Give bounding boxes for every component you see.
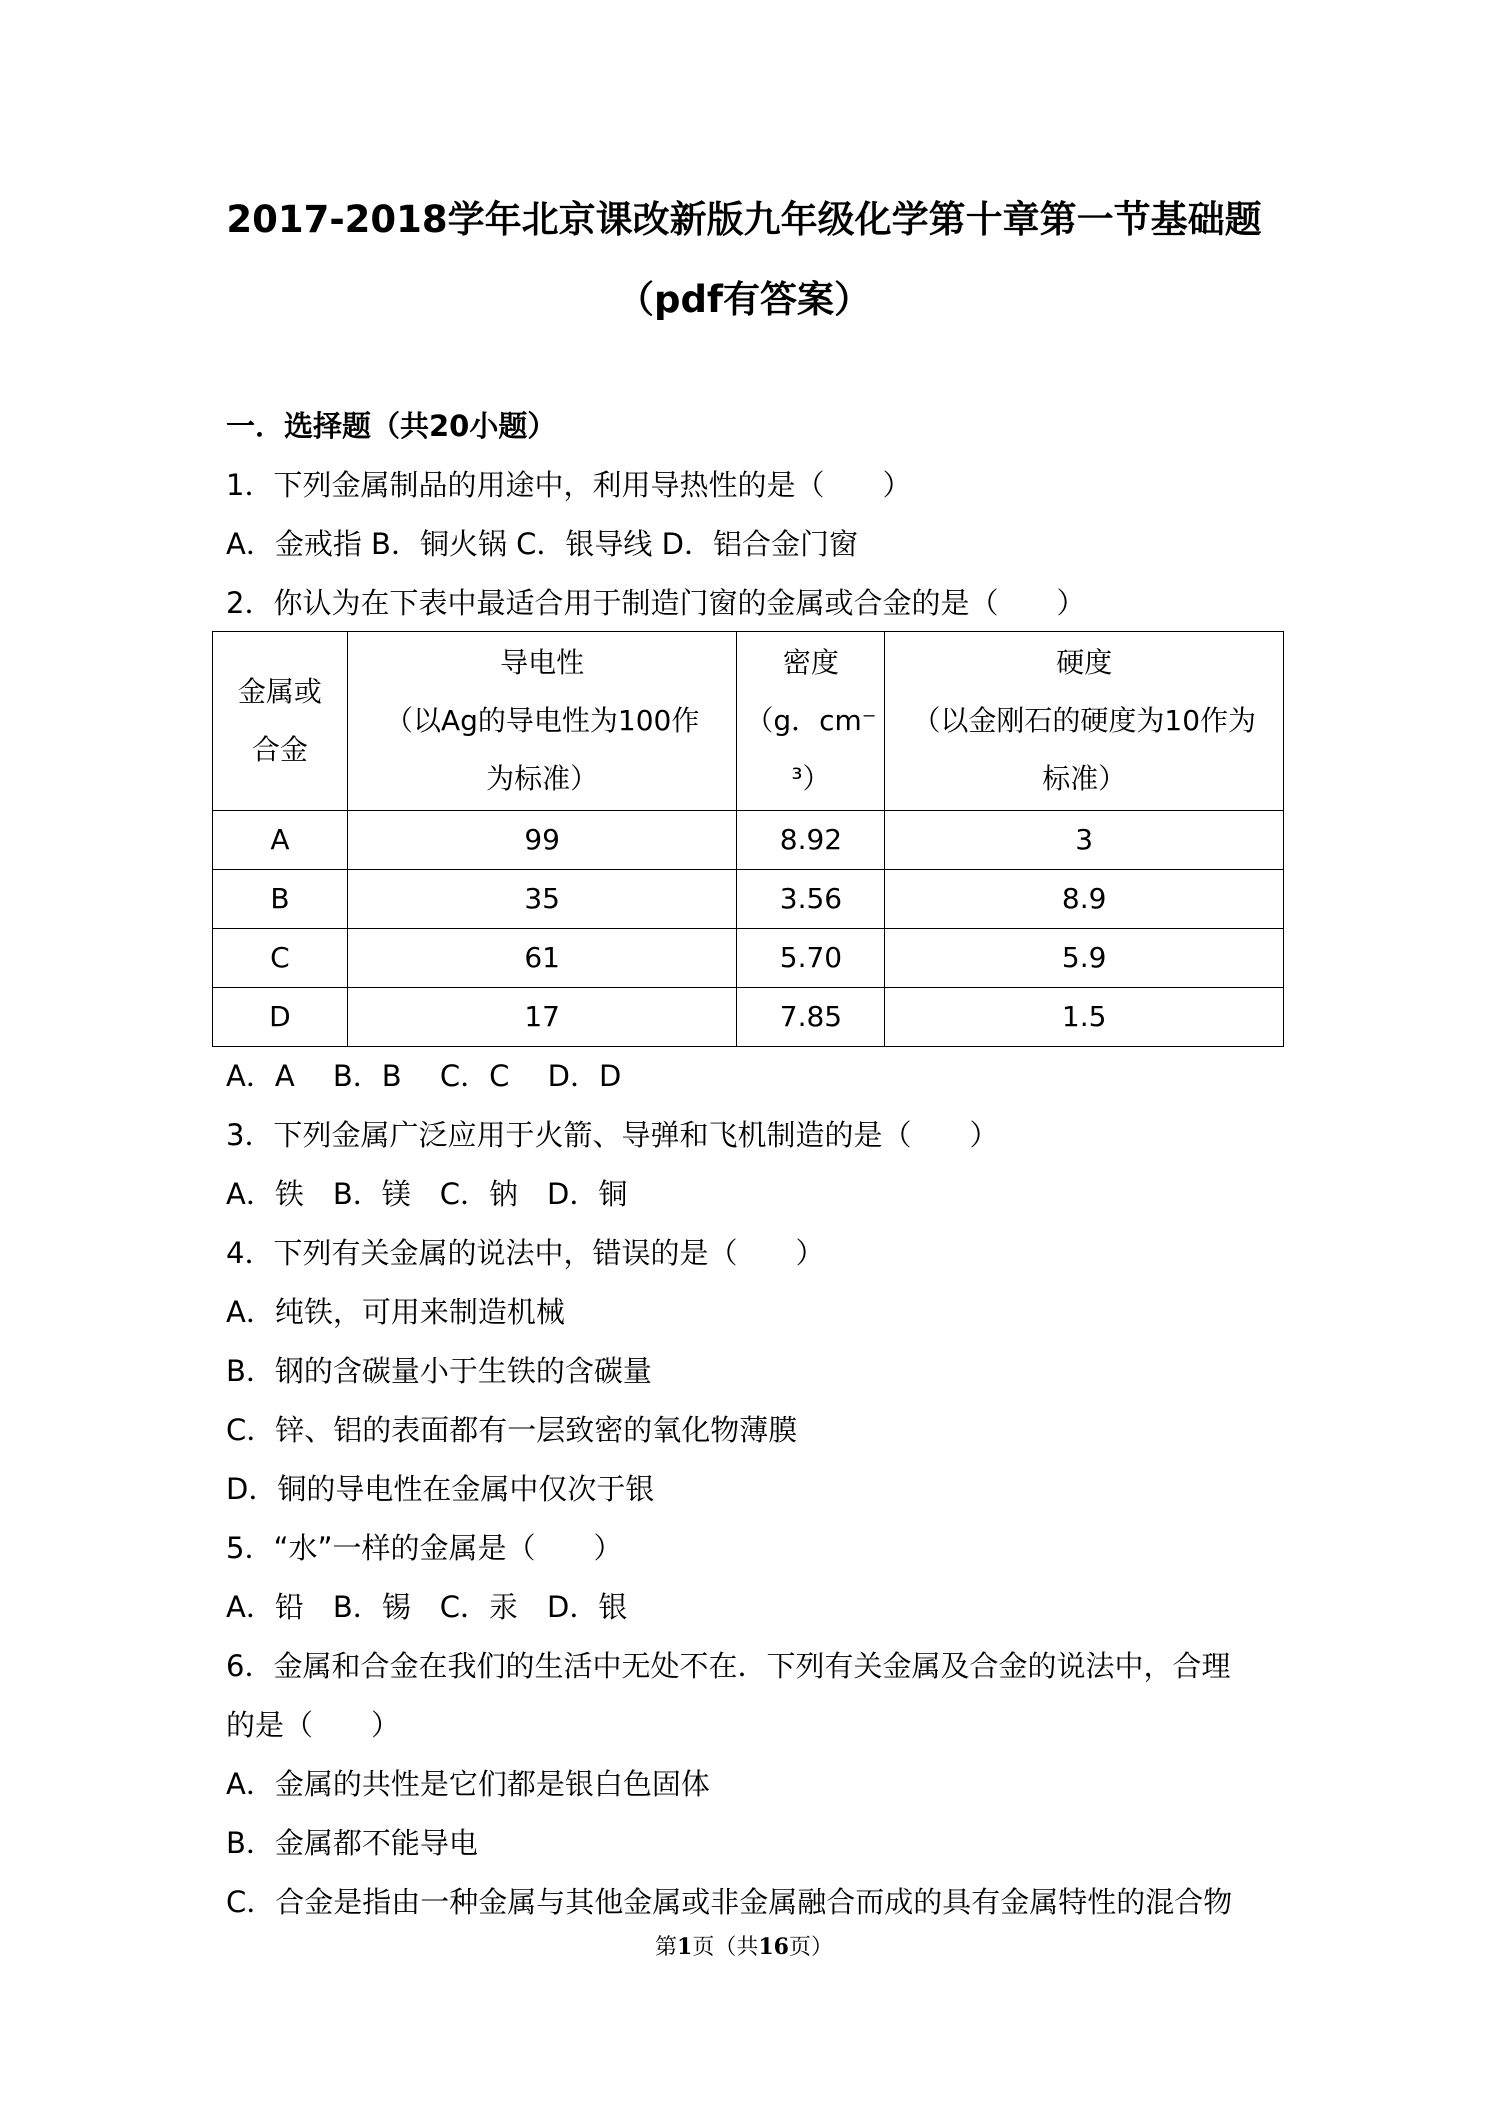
header-text: 为标准） [486, 762, 599, 795]
question-6-option-a: A．金属的共性是它们都是银白色固体 [226, 1767, 710, 1801]
question-3-stem: 3．下列金属广泛应用于火箭、导弹和飞机制造的是（ ） [226, 1118, 999, 1152]
table-header-row [213, 632, 1284, 811]
question-1-options: A．金戒指 B．铜火锅 C．银导线 D．铝合金门窗 [226, 527, 858, 561]
header-text: 密度 [782, 646, 839, 679]
table-cell: 5.70 [737, 929, 885, 988]
page-footer [0, 1932, 1488, 1963]
table-row [213, 870, 1284, 929]
footer-page-number: 1 [677, 1934, 693, 1960]
header-text: （以Ag的导电性为100作 [384, 704, 700, 737]
question-4-option-a: A．纯铁，可用来制造机械 [226, 1295, 565, 1329]
section-heading: 一．选择题（共20小题） [226, 409, 557, 443]
question-5-options: A．铅 B．锡 C．汞 D．银 [226, 1590, 628, 1624]
question-3-options: A．铁 B．镁 C．钠 D．铜 [226, 1177, 628, 1211]
header-cell-metal [213, 632, 348, 811]
table-cell: 7.85 [737, 988, 885, 1047]
footer-total-pages: 16 [758, 1934, 789, 1960]
table-cell: C [213, 929, 348, 988]
table-cell: 61 [347, 929, 737, 988]
question-4-stem: 4．下列有关金属的说法中，错误的是（ ） [226, 1236, 825, 1270]
table-cell: 17 [347, 988, 737, 1047]
table-row [213, 811, 1284, 870]
footer-suffix: 页） [788, 1935, 833, 1960]
question-6-option-b: B．金属都不能导电 [226, 1826, 478, 1860]
table-cell: 8.9 [885, 870, 1284, 929]
footer-middle: 页（共 [692, 1935, 759, 1960]
question-4-option-b: B．钢的含碳量小于生铁的含碳量 [226, 1354, 652, 1388]
header-text: 金属或 [237, 675, 322, 708]
header-cell-conductivity [347, 632, 737, 811]
question-4-option-c: C．锌、铝的表面都有一层致密的氧化物薄膜 [226, 1413, 798, 1447]
header-cell-density [737, 632, 885, 811]
question-2-options: A．A B．B C．C D．D [226, 1059, 622, 1093]
table-cell: D [213, 988, 348, 1047]
header-text: 导电性 [500, 646, 585, 679]
table-cell: 3 [885, 811, 1284, 870]
question-2-stem: 2．你认为在下表中最适合用于制造门窗的金属或合金的是（ ） [226, 586, 1086, 620]
table-cell: 99 [347, 811, 737, 870]
table-cell: 3.56 [737, 870, 885, 929]
table-cell: 8.92 [737, 811, 885, 870]
header-text: 合金 [251, 733, 308, 766]
table-cell: A [213, 811, 348, 870]
header-cell-hardness [885, 632, 1284, 811]
header-text: ³） [791, 762, 831, 795]
document-title-line-1: 2017-2018学年北京课改新版九年级化学第十章第一节基础题 [226, 198, 1262, 241]
table-cell: 35 [347, 870, 737, 929]
question-6-option-c: C．合金是指由一种金属与其他金属或非金属融合而成的具有金属特性的混合物 [226, 1885, 1233, 1919]
question-1-stem: 1．下列金属制品的用途中，利用导热性的是（ ） [226, 468, 912, 502]
question-6-stem-line-2: 的是（ ） [226, 1708, 401, 1742]
footer-prefix: 第 [655, 1935, 678, 1960]
table-row [213, 929, 1284, 988]
header-text: （g．cm⁻ [745, 704, 877, 737]
table-cell: 5.9 [885, 929, 1284, 988]
question-5-stem: 5．“水”一样的金属是（ ） [226, 1531, 623, 1565]
header-text: 标准） [1042, 762, 1127, 795]
document-title-line-2: （pdf有答案） [616, 278, 872, 321]
question-4-option-d: D．铜的导电性在金属中仅次于银 [226, 1472, 655, 1506]
header-text: （以金刚石的硬度为10作为 [912, 704, 1257, 737]
metal-properties-table [212, 631, 1284, 1047]
table-cell: 1.5 [885, 988, 1284, 1047]
header-text: 硬度 [1056, 646, 1113, 679]
table-cell: B [213, 870, 348, 929]
question-6-stem-line-1: 6．金属和合金在我们的生活中无处不在．下列有关金属及合金的说法中，合理 [226, 1649, 1231, 1683]
table-row [213, 988, 1284, 1047]
